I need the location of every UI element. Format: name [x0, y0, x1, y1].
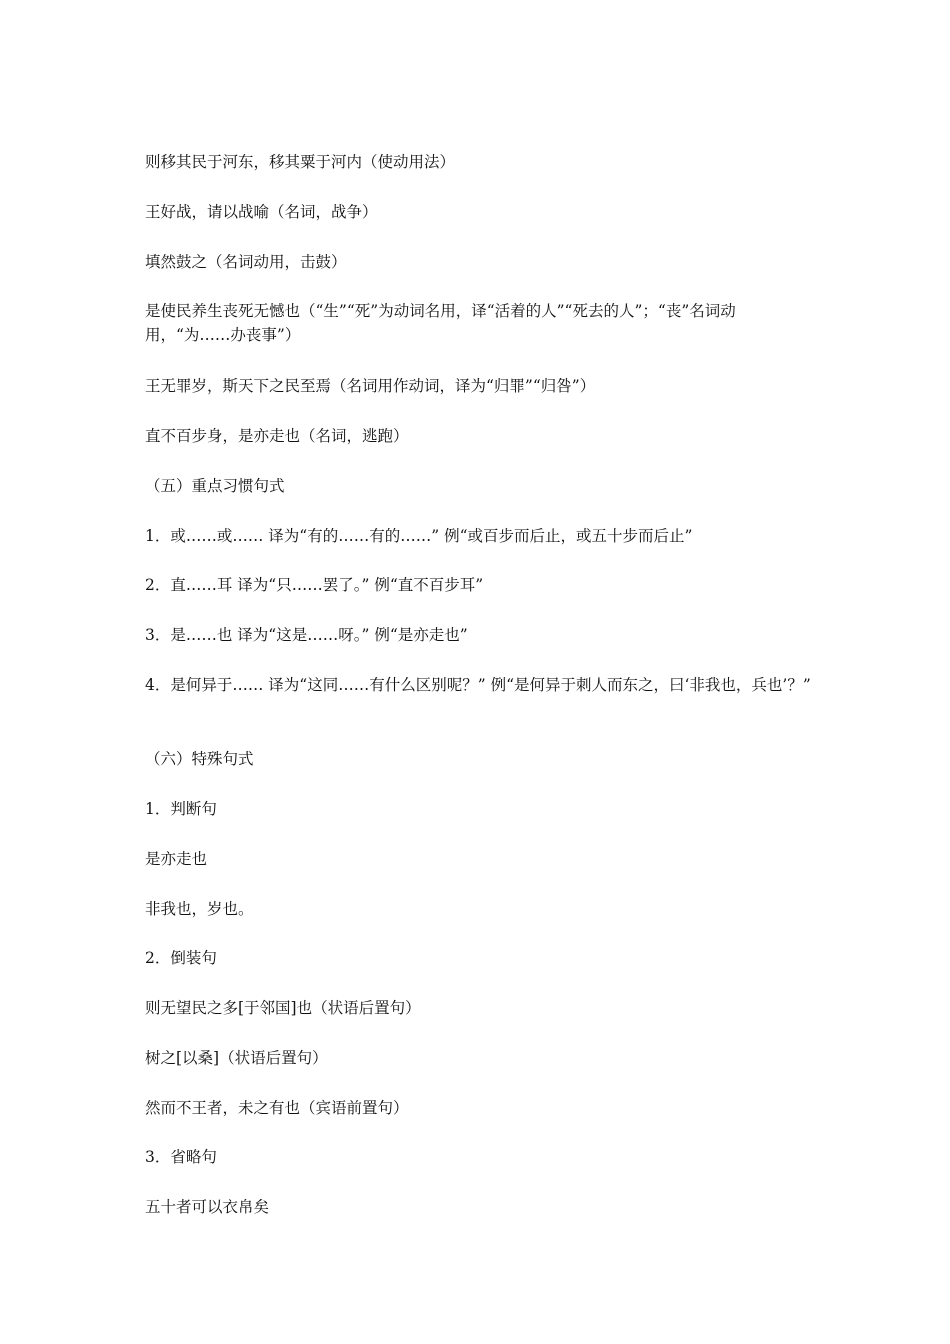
paragraph-3: 填然鼓之（名词动用，击鼓） [145, 253, 347, 271]
paragraph-5: 王无罪岁，斯天下之民至焉（名词用作动词，译为“归罪”“归咎”） [145, 377, 596, 395]
example-inversion-2: 树之[以桑]（状语后置句） [145, 1049, 328, 1067]
section-heading-6: （六）特殊句式 [145, 750, 254, 768]
paragraph-6: 直不百步身，是亦走也（名词，逃跑） [145, 427, 409, 445]
section-heading-5: （五）重点习惯句式 [145, 477, 285, 495]
pattern-item-1: 1．或……或…… 译为“有的……有的……” 例“或百步而后止，或五十步而后止” [145, 527, 693, 545]
paragraph-1: 则移其民于河东，移其粟于河内（使动用法） [145, 153, 456, 171]
example-judgment-2: 非我也，岁也。 [145, 900, 254, 918]
pattern-item-4: 4．是何异于…… 译为“这同……有什么区别呢？” 例“是何异于刺人而东之，曰‘非我也，兵也’？” [145, 676, 811, 694]
subheading-ellipsis: 3．省略句 [145, 1148, 217, 1166]
paragraph-4: 是使民养生丧死无憾也（“生”“死”为动词名用，译“活着的人”“死去的人”；“丧”名词动用，“为……办丧事”） [145, 302, 736, 344]
example-inversion-3: 然而不王者，未之有也（宾语前置句） [145, 1099, 409, 1117]
pattern-item-2: 2．直……耳 译为“只……罢了。” 例“直不百步耳” [145, 576, 484, 594]
example-inversion-1: 则无望民之多[于邻国]也（状语后置句） [145, 999, 421, 1017]
pattern-item-3: 3．是……也 译为“这是……呀。” 例“是亦走也” [145, 626, 468, 644]
example-ellipsis-1: 五十者可以衣帛矣 [145, 1198, 270, 1216]
subheading-judgment: 1．判断句 [145, 800, 217, 818]
example-judgment-1: 是亦走也 [145, 850, 208, 868]
paragraph-2: 王好战，请以战喻（名词，战争） [145, 203, 378, 221]
subheading-inversion: 2．倒装句 [145, 949, 217, 967]
